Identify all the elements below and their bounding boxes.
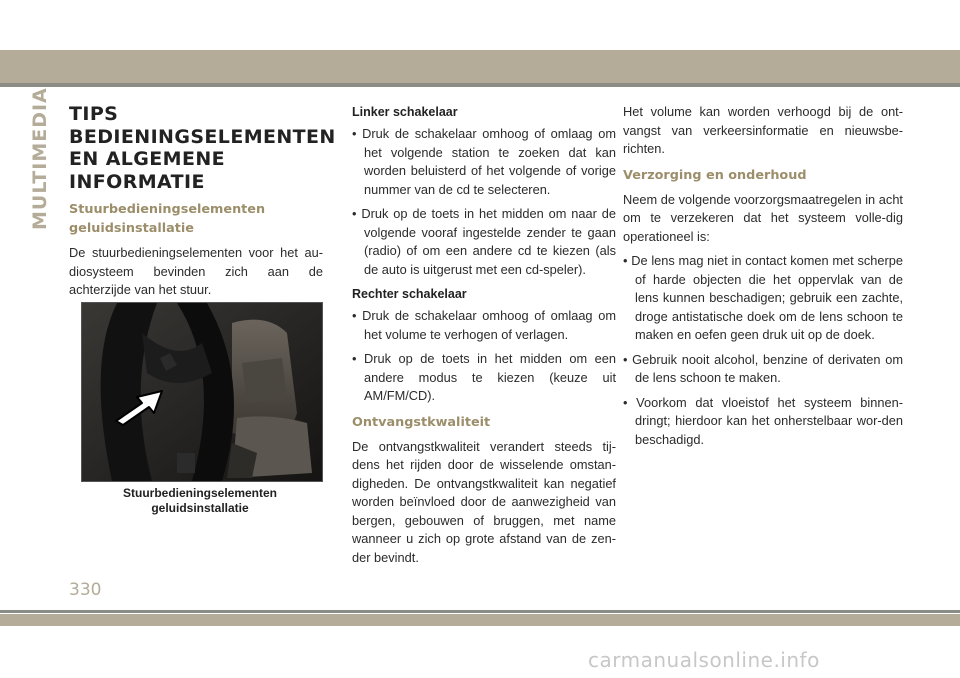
top-margin xyxy=(0,0,960,50)
list-item: • Druk op de toets in het midden om naar de volgende vooraf ingestelde zender te gaan (radio) of om een andere cd te kiezen (als de auto is uitgerust met een cd-speler). xyxy=(352,206,616,277)
list-item: • Druk de schakelaar omhoog of omlaag om het volgende station te zoeken dat kan worden beluisterd of het volgende of vorige nummer van de cd te selecteren. xyxy=(352,126,616,197)
side-section-label xyxy=(29,87,51,230)
steering-wheel-illustration xyxy=(82,303,322,481)
volume-paragraph: Het volume kan worden verhoogd bij de ont-vangst van verkeersinformatie en nieuwsbe-richten. xyxy=(623,104,903,156)
section-heading-steering-controls: Stuurbedieningselementen geluidsinstallatie xyxy=(69,202,266,236)
header-rule xyxy=(0,83,960,87)
watermark-text: carmanualsonline.info xyxy=(588,648,820,672)
left-switch-heading: Linker schakelaar xyxy=(352,105,458,119)
list-item: • Voorkom dat vloeistof het systeem binnen-dringt; hierdoor kan het onherstelbaar wor-den beschadigd. xyxy=(623,394,903,447)
column-middle xyxy=(352,103,616,573)
column-left xyxy=(69,103,336,306)
page-number: 330 xyxy=(69,580,102,600)
list-item: • Druk de schakelaar omhoog of omlaag om het volume te verhogen of verlagen. xyxy=(352,308,616,342)
right-switch-heading: Rechter schakelaar xyxy=(352,287,467,301)
footer-band xyxy=(0,614,960,626)
list-item: • De lens mag niet in contact komen met scherpe of harde objecten die het oppervlak van de lens kunnen beschadigen; gebruik een zachte, droge antistatische doek om de lens schoon te maken en oefen geen druk uit op de doek. xyxy=(623,253,903,342)
side-section-label-text: MULTIMEDIA xyxy=(29,87,51,230)
header-band xyxy=(0,50,960,83)
reception-paragraph: De ontvangstkwaliteit verandert steeds tij-dens het rijden door de wisselende omstan-digheden. De ontvangstkwaliteit kan negatief worden beïnvloed door de aanwezigheid van bergen, gebouwen of bruggen, met name wanneer u zich op grote afstand van de zen-der bevindt. xyxy=(352,438,616,565)
column-right xyxy=(623,103,903,455)
care-intro-paragraph: Neem de volgende voorzorgsmaatregelen in acht om te verzekeren dat het systeem volle-dig operationeel is: xyxy=(623,191,903,244)
list-item: • Gebruik nooit alcohol, benzine of derivaten om de lens schoon te maken. xyxy=(623,351,903,385)
steering-wheel-photo xyxy=(81,302,323,482)
section-heading-care: Verzorging en onderhoud xyxy=(623,167,807,183)
footer-rule xyxy=(0,610,960,613)
page-title: TIPS BEDIENINGSELEMENTEN EN ALGEMENE INFORMATIE xyxy=(69,103,336,193)
section-heading-reception: Ontvangstkwaliteit xyxy=(352,414,491,430)
intro-paragraph: De stuurbedieningselementen voor het au-diosysteem bevinden zich aan de achterzijde van het stuur. xyxy=(69,245,323,297)
figure-caption: Stuurbedieningselementen geluidsinstallatie xyxy=(122,486,278,515)
list-item: • Druk op de toets in het midden om een andere modus te kiezen (keuze uit AM/FM/CD). xyxy=(352,351,616,403)
